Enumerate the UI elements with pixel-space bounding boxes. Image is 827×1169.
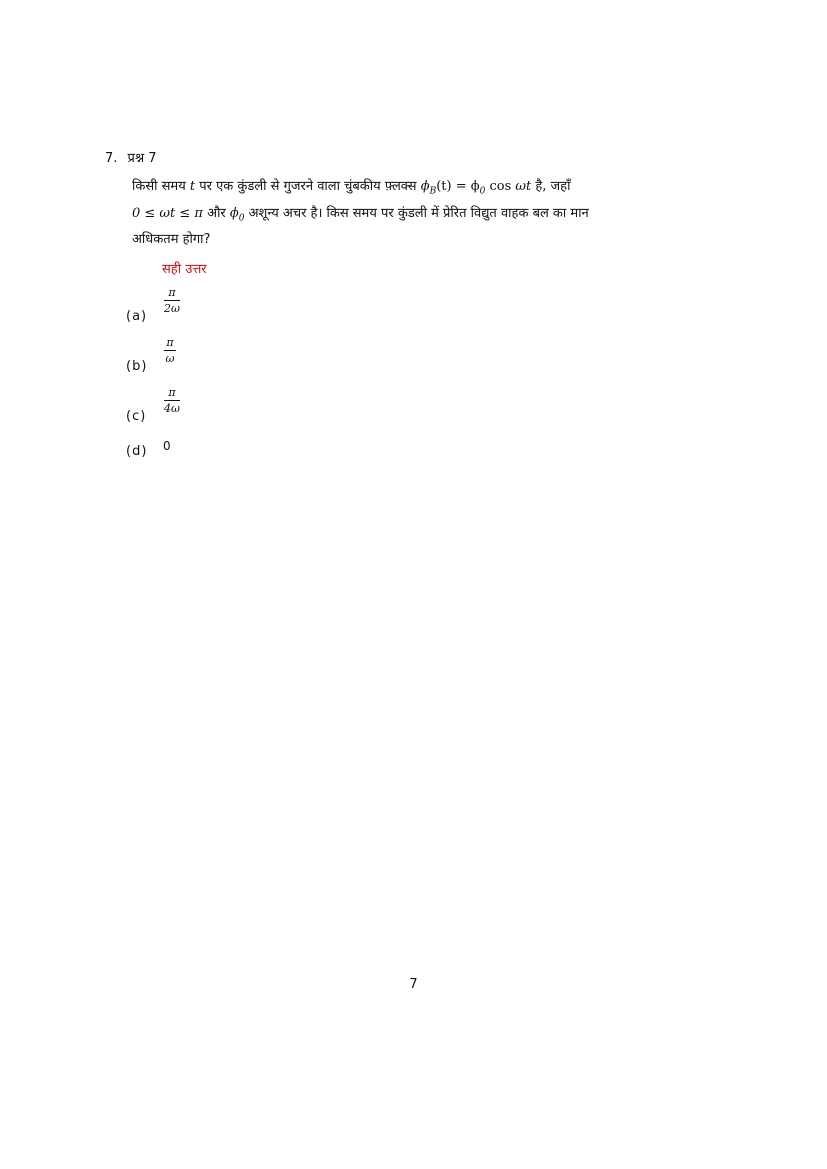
- option-c-fraction: [164, 386, 180, 415]
- text-part: किसी समय: [132, 179, 186, 194]
- fraction-numerator: π: [168, 386, 176, 399]
- text-part: पर एक कुंडली से गुजरने वाला चुंबकीय फ़्लक्स: [199, 179, 417, 194]
- option-b-fraction: [164, 336, 176, 365]
- fraction-denominator: 2ω: [164, 302, 180, 315]
- math-t: t: [189, 179, 196, 194]
- question-title: प्रश्न 7: [127, 151, 157, 166]
- math-symbol: (t) = ϕ: [436, 179, 480, 194]
- fraction-bar: [164, 350, 176, 351]
- fraction-denominator: 4ω: [164, 402, 180, 415]
- text-part: है, जहाँ: [535, 179, 571, 194]
- fraction-numerator: π: [168, 286, 176, 299]
- option-d-value: 0: [163, 439, 171, 453]
- math-flux: [420, 179, 532, 197]
- option-c-label[interactable]: (c): [126, 409, 147, 424]
- page-number: 7: [409, 977, 418, 992]
- math-phi0: [229, 205, 245, 224]
- text-part: और: [207, 205, 226, 221]
- question-heading: [105, 148, 157, 166]
- math-cos: cos: [489, 179, 512, 194]
- question-text: [132, 176, 592, 251]
- math-subscript: 0: [238, 213, 245, 224]
- math-symbol: ϕ: [229, 205, 239, 221]
- fraction-bar: [164, 400, 180, 401]
- option-d-label[interactable]: (d): [126, 444, 148, 459]
- fraction-numerator: π: [166, 336, 174, 349]
- fraction-denominator: ω: [165, 352, 175, 365]
- math-range: 0 ≤ ωt ≤ π: [132, 205, 203, 221]
- math-subscript: 0: [479, 186, 486, 197]
- question-number: 7.: [105, 151, 118, 166]
- option-a-fraction: [164, 286, 180, 315]
- text-part: अशून्य अचर है। किस समय पर कुंडली में प्रेरित विद्युत वाहक बल का मान अधिकतम होगा?: [132, 205, 589, 248]
- fraction-bar: [164, 300, 180, 301]
- math-subscript: B: [429, 186, 437, 197]
- correct-answer-label: सही उत्तर: [162, 262, 207, 277]
- option-b-label[interactable]: (b): [126, 359, 148, 374]
- math-symbol: ϕ: [420, 179, 430, 194]
- math-symbol: ωt: [515, 179, 532, 194]
- option-a-label[interactable]: (a): [126, 309, 148, 324]
